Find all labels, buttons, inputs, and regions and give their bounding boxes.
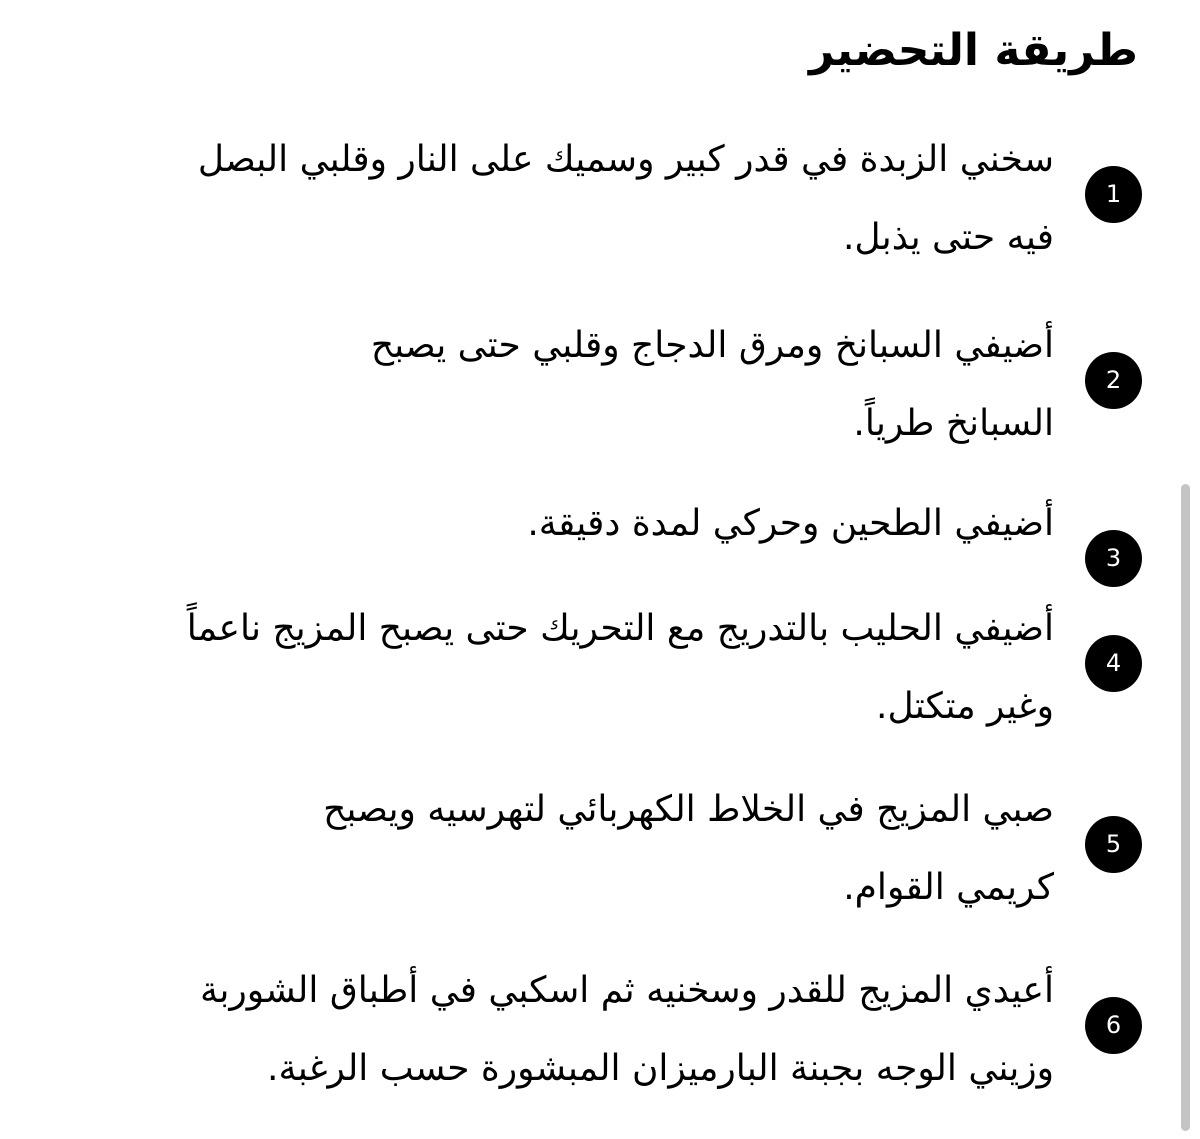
step-text-line: أضيفي السبانخ ومرق الدجاج وقلبي حتى يصبح (370, 325, 1054, 366)
step-number-badge: 4 (1085, 635, 1142, 692)
step-text-line: أعيدي المزيج للقدر وسخنيه ثم اسكبي في أطباق الشوربة (200, 970, 1054, 1011)
step-text-line: سخني الزبدة في قدر كبير وسميك على النار وقلبي البصل (197, 139, 1054, 180)
preparation-step-4 (0, 605, 1200, 765)
step-number-badge: 6 (1085, 997, 1142, 1054)
preparation-step-5 (0, 786, 1200, 946)
step-text-line: وزيني الوجه بجبنة البارميزان المبشورة حسب الرغبة. (267, 1048, 1054, 1089)
preparation-title: طريقة التحضير (809, 25, 1138, 76)
step-number-badge: 1 (1085, 166, 1142, 223)
preparation-step-2 (0, 322, 1200, 482)
step-text-line: فيه حتى يذبل. (842, 217, 1054, 258)
step-text-line: كريمي القوام. (843, 867, 1054, 908)
step-text-line: وغير متكتل. (876, 686, 1054, 727)
vertical-scrollbar-thumb[interactable] (1181, 484, 1190, 1131)
step-text-line: صبي المزيج في الخلاط الكهربائي لتهرسيه ويصبح (323, 789, 1054, 830)
step-text-line: السبانخ طرياً. (853, 403, 1054, 444)
step-number-badge: 5 (1085, 816, 1142, 873)
step-number-badge: 3 (1085, 530, 1142, 587)
preparation-step-1 (0, 136, 1200, 296)
step-number-badge: 2 (1085, 352, 1142, 409)
preparation-step-6 (0, 967, 1200, 1127)
step-text-line: أضيفي الحليب بالتدريج مع التحريك حتى يصبح المزيج ناعماً (186, 608, 1054, 649)
step-text-line: أضيفي الطحين وحركي لمدة دقيقة. (527, 503, 1054, 544)
